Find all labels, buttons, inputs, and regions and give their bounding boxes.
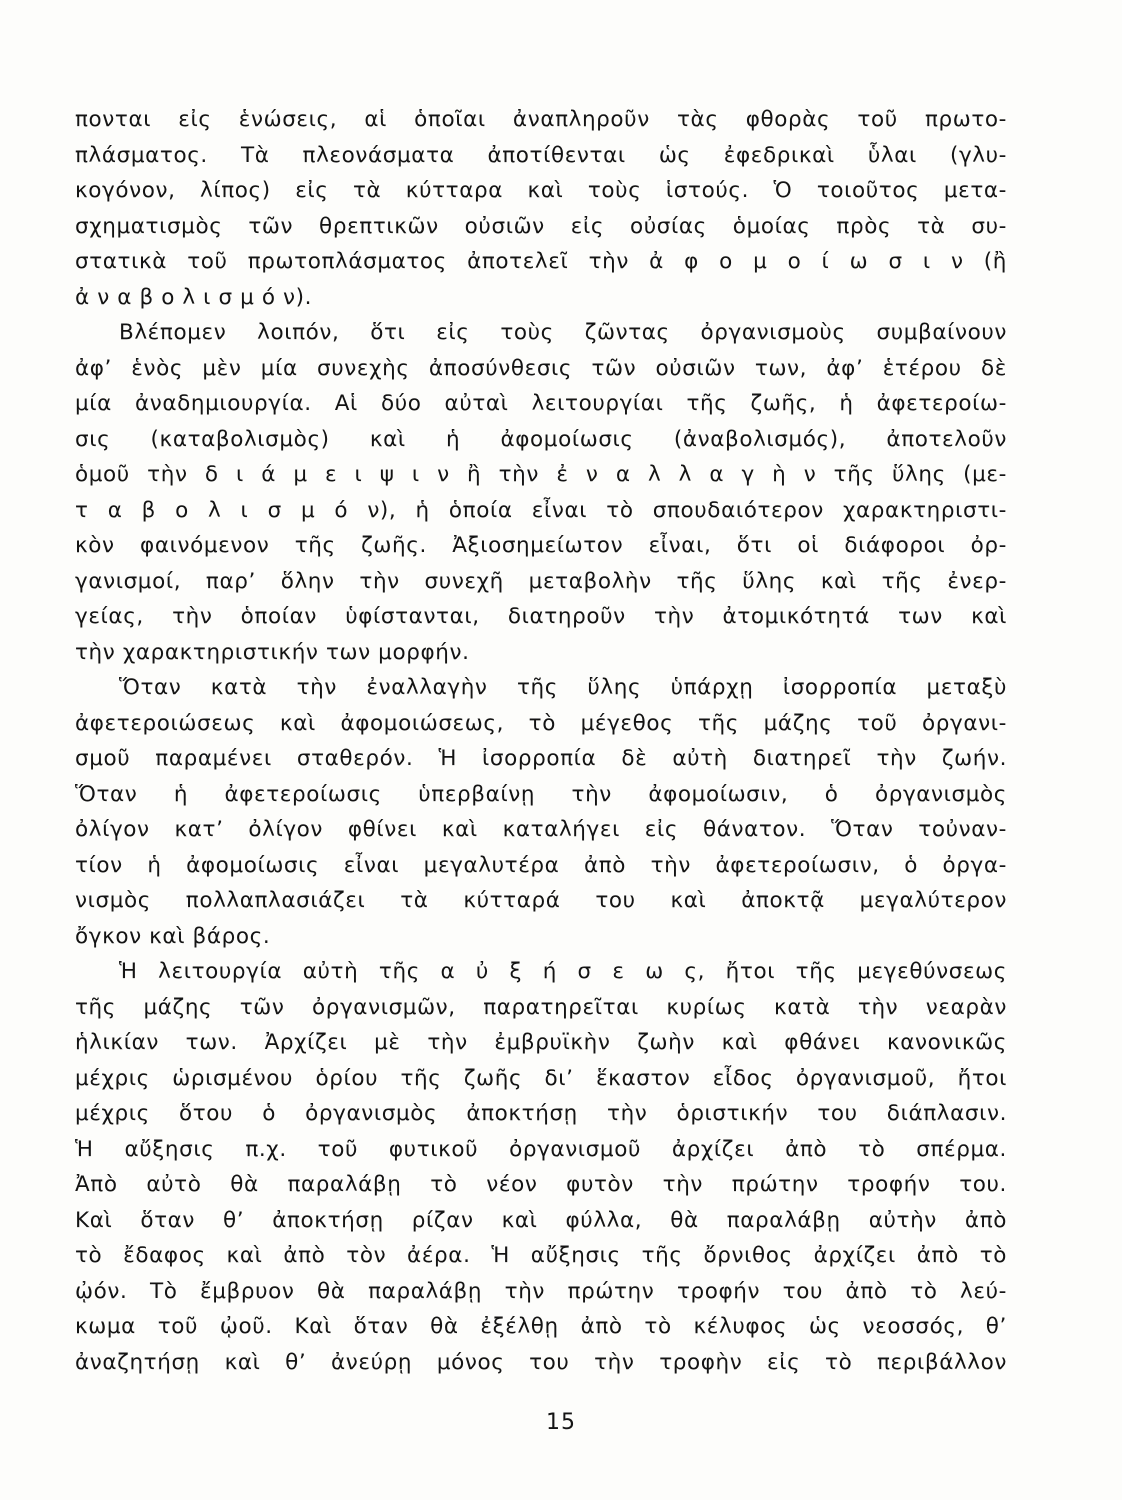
text-line: πονται εἰς ἑνώσεις, αἱ ὁποῖαι ἀναπληροῦν τὰς φθορὰς τοῦ πρωτο- (75, 107, 1007, 132)
text-line: γείας, τὴν ὁποίαν ὑφίστανται, διατηροῦν τὴν ἀτομικότητά των καὶ (75, 604, 1007, 629)
text-line: ὄγκον καὶ βάρος. (75, 923, 271, 949)
text-line: ὁμοῦ τὴν δ ι ά μ ε ι ψ ι ν ἢ τὴν ἐ ν α λ λ α γ ὴ ν τῆς ὕλης (με- (75, 462, 1007, 487)
page-number: 15 (546, 1410, 576, 1435)
text-line: μία ἀναδημιουργία. Αἱ δύο αὐταὶ λειτουργίαι τῆς ζωῆς, ἡ ἀφετεροίω- (75, 391, 1007, 416)
text-line: ὀλίγον κατ’ ὀλίγον φθίνει καὶ καταλήγει εἰς θάνατον. Ὅταν τοὐναν- (75, 817, 1007, 842)
text-line: Ὅταν κατὰ τὴν ἐναλλαγὴν τῆς ὕλης ὑπάρχῃ ἰσορροπία μεταξὺ (119, 675, 1007, 700)
text-line: κογόνον, λίπος) εἰς τὰ κύτταρα καὶ τοὺς ἱστούς. Ὁ τοιοῦτος μετα- (75, 178, 1007, 203)
text-line: στατικὰ τοῦ πρωτοπλάσματος ἀποτελεῖ τὴν ἀ φ ο μ ο ί ω σ ι ν (ἢ (75, 249, 1007, 274)
text-line: ἡλικίαν των. Ἀρχίζει μὲ τὴν ἐμβρυϊκὴν ζωὴν καὶ φθάνει κανονικῶς (75, 1030, 1007, 1055)
text-line: ἀφ’ ἑνὸς μὲν μία συνεχὴς ἀποσύνθεσις τῶν οὐσιῶν των, ἀφ’ ἑτέρου δὲ (75, 355, 1007, 381)
text-line: τὴν χαρακτηριστικήν των μορφήν. (75, 639, 470, 665)
text-line: πλάσματος. Τὰ πλεονάσματα ἀποτίθενται ὡς ἐφεδρικαὶ ὗλαι (γλυ- (75, 142, 1007, 168)
text-line: ἀ ν α β ο λ ι σ μ ό ν). (75, 284, 313, 310)
text-line: Ἡ αὔξησις π.χ. τοῦ φυτικοῦ ὀργανισμοῦ ἀρχίζει ἀπὸ τὸ σπέρμα. (75, 1136, 1007, 1162)
text-line: σχηματισμὸς τῶν θρεπτικῶν οὐσιῶν εἰς οὐσίας ὁμοίας πρὸς τὰ συ- (75, 213, 1007, 239)
text-line: γανισμοί, παρ’ ὅλην τὴν συνεχῆ μεταβολὴν τῆς ὕλης καὶ τῆς ἐνερ- (75, 568, 1007, 594)
text-line: κὸν φαινόμενον τῆς ζωῆς. Ἀξιοσημείωτον εἶναι, ὅτι οἱ διάφοροι ὀρ- (75, 533, 1007, 558)
text-line: Ὅταν ἡ ἀφετεροίωσις ὑπερβαίνῃ τὴν ἀφομοίωσιν, ὁ ὀργανισμὸς (75, 781, 1007, 807)
text-line: τ α β ο λ ι σ μ ό ν), ἡ ὁποία εἶναι τὸ σπουδαιότερον χαρακτηριστι- (75, 497, 1007, 523)
text-line: τίον ἡ ἀφομοίωσις εἶναι μεγαλυτέρα ἀπὸ τὴν ἀφετεροίωσιν, ὁ ὀργα- (75, 852, 1007, 878)
text-line: μέχρις ὅτου ὁ ὀργανισμὸς ἀποκτήσῃ τὴν ὁριστικήν του διάπλασιν. (75, 1101, 1007, 1126)
text-line: τῆς μάζης τῶν ὀργανισμῶν, παρατηρεῖται κυρίως κατὰ τὴν νεαρὰν (75, 994, 1007, 1020)
body-text (75, 102, 1007, 1380)
text-line: Βλέπομεν λοιπόν, ὅτι εἰς τοὺς ζῶντας ὀργανισμοὺς συμβαίνουν (119, 320, 1007, 345)
text-line: κωμα τοῦ ᾠοῦ. Καὶ ὅταν θὰ ἐξέλθῃ ἀπὸ τὸ κέλυφος ὡς νεοσσός, θ’ (75, 1314, 1007, 1339)
text-line: σμοῦ παραμένει σταθερόν. Ἡ ἰσορροπία δὲ αὐτὴ διατηρεῖ τὴν ζωήν. (75, 746, 1007, 771)
text-line: ἀναζητήσῃ καὶ θ’ ἀνεύρῃ μόνος του τὴν τροφὴν εἰς τὸ περιβάλλον (75, 1349, 1007, 1375)
text-line: Ἀπὸ αὐτὸ θὰ παραλάβῃ τὸ νέον φυτὸν τὴν πρώτην τροφήν του. (75, 1172, 1007, 1197)
text-line: τὸ ἔδαφος καὶ ἀπὸ τὸν ἀέρα. Ἡ αὔξησις τῆς ὄρνιθος ἀρχίζει ἀπὸ τὸ (75, 1243, 1007, 1268)
text-line: ᾠόν. Τὸ ἔμβρυον θὰ παραλάβῃ τὴν πρώτην τροφήν του ἀπὸ τὸ λεύ- (75, 1278, 1007, 1304)
text-line: μέχρις ὡρισμένου ὁρίου τῆς ζωῆς δι’ ἕκαστον εἶδος ὀργανισμοῦ, ἤτοι (75, 1065, 1007, 1091)
text-line: σις (καταβολισμὸς) καὶ ἡ ἀφομοίωσις (ἀναβολισμός), ἀποτελοῦν (75, 426, 1007, 452)
text-line: νισμὸς πολλαπλασιάζει τὰ κύτταρά του καὶ ἀποκτᾷ μεγαλύτερον (75, 888, 1007, 913)
text-line: Καὶ ὅταν θ’ ἀποκτήσῃ ρίζαν καὶ φύλλα, θὰ παραλάβῃ αὐτὴν ἀπὸ (75, 1207, 1007, 1233)
text-line: ἀφετεροιώσεως καὶ ἀφομοιώσεως, τὸ μέγεθος τῆς μάζης τοῦ ὀργανι- (75, 710, 1007, 736)
text-line: Ἡ λειτουργία αὐτὴ τῆς α ὐ ξ ή σ ε ω ς, ἤτοι τῆς μεγεθύνσεως (119, 959, 1007, 984)
